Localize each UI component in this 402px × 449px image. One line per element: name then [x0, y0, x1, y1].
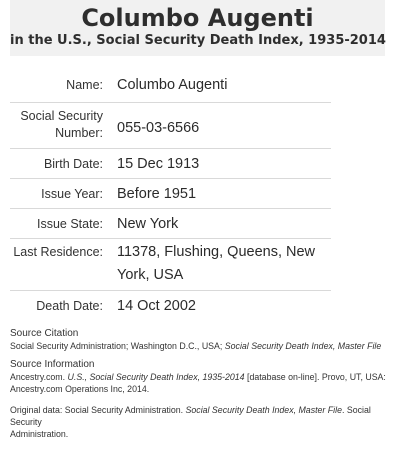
field-value: New York [117, 216, 179, 232]
source-information [10, 358, 398, 395]
field-value [103, 239, 331, 290]
source-information-heading: Source Information [10, 359, 95, 370]
field-label: Name: [66, 78, 103, 92]
field-value: 055-03-6566 [117, 120, 200, 136]
source-section [10, 327, 398, 449]
original-data-text [10, 404, 398, 440]
field-label: Birth Date: [43, 157, 103, 171]
field-label: Last Residence: [13, 245, 103, 259]
field-value: Before 1951 [117, 186, 197, 202]
citation-italic-text: Social Security Death Index, Master File [224, 341, 382, 351]
field-value-line: York, USA [117, 267, 184, 283]
field-label: Death Date: [36, 299, 103, 313]
person-name-title: Columbo Augenti [81, 4, 314, 32]
source-citation-text [10, 340, 398, 352]
field-value: 15 Dec 1913 [117, 156, 200, 172]
source-citation [10, 327, 398, 352]
source-info-text: [database on-line]. Provo, UT, USA: [244, 372, 386, 382]
field-row-death-date [10, 291, 331, 322]
field-value: Columbo Augenti [117, 77, 228, 93]
source-info-italic-text: U.S., Social Security Death Index, 1935-2014 [67, 372, 245, 382]
field-row-last-residence [10, 239, 331, 291]
record-fields-table [10, 69, 331, 322]
field-row-issue-year [10, 179, 331, 209]
field-row-issue-state [10, 209, 331, 239]
field-label [10, 103, 103, 148]
source-citation-heading: Source Citation [10, 328, 79, 339]
original-data-plain-text: Administration. [10, 429, 69, 439]
record-header [10, 0, 385, 56]
field-value-line: 11378, Flushing, Queens, New [117, 244, 316, 260]
field-row-birth-date [10, 149, 331, 179]
source-info-text: Ancestry.com Operations Inc, 2014. [10, 384, 150, 394]
field-label-line: Number: [55, 126, 103, 140]
source-information-text [10, 371, 398, 395]
original-data-plain-text: . Social Security [10, 405, 371, 427]
field-value: 14 Oct 2002 [117, 298, 196, 314]
original-data [10, 404, 398, 440]
citation-plain-text: Social Security Administration; Washington D.C., USA; [10, 341, 225, 351]
field-label-line: Social Security [20, 109, 103, 123]
original-data-italic-text: Social Security Death Index, Master File [185, 405, 342, 415]
source-info-text: Ancestry.com. [10, 372, 68, 382]
field-label: Issue State: [36, 217, 103, 231]
field-label: Issue Year: [41, 187, 103, 201]
field-row-name [10, 69, 331, 103]
original-data-plain-text: Original data: Social Security Administration. [10, 405, 186, 415]
collection-subtitle: in the U.S., Social Security Death Index, 1935-2014 [10, 33, 386, 48]
field-row-ssn [10, 103, 331, 149]
